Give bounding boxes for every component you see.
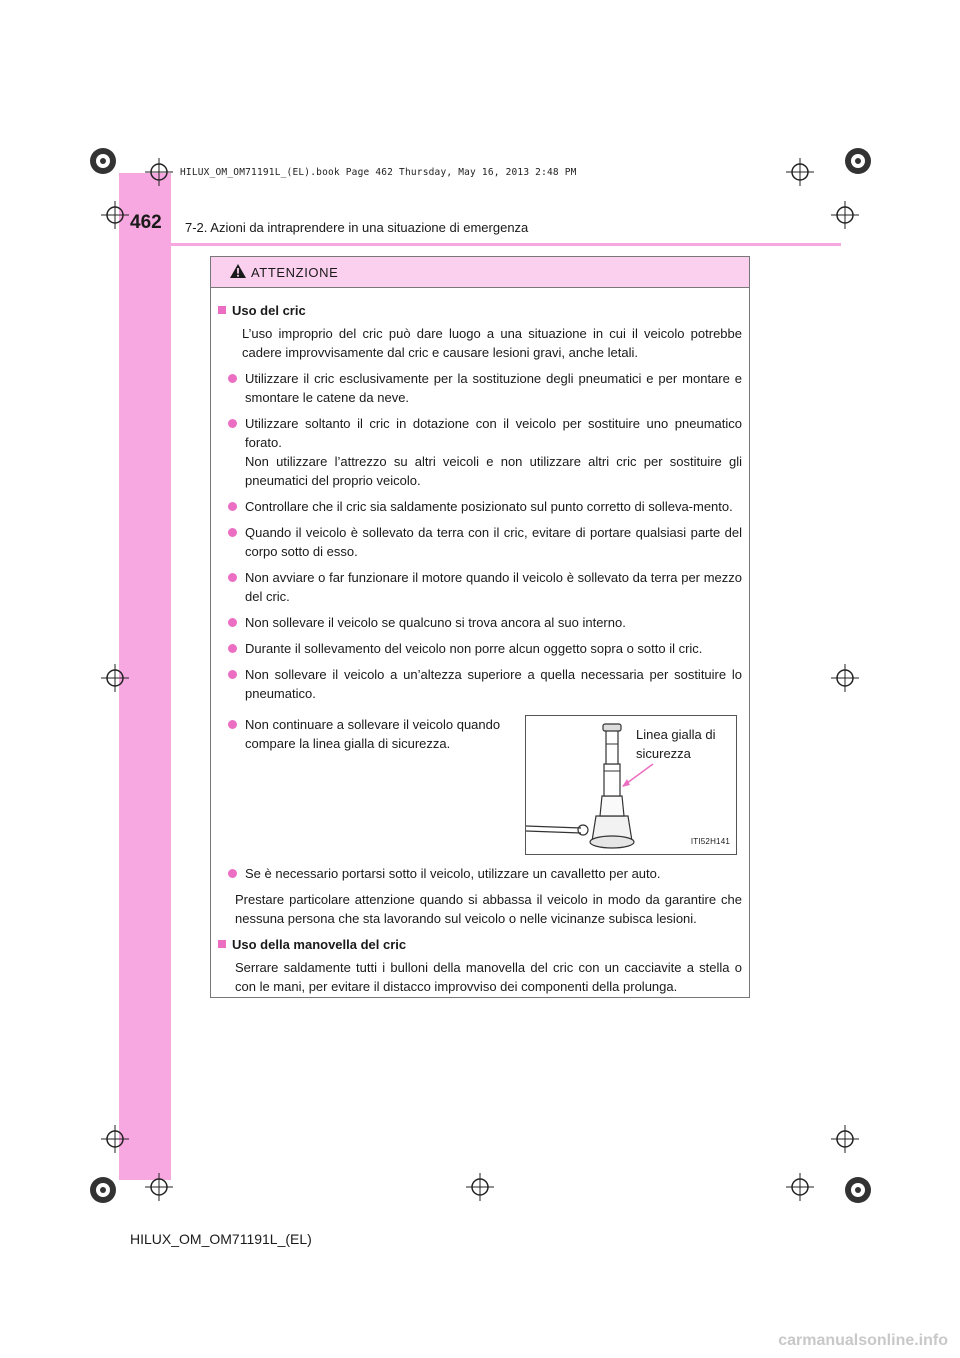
crosshair-icon [831, 201, 859, 229]
warning-header [211, 257, 749, 288]
bullet-dot-icon [228, 374, 237, 383]
crosshair-icon [786, 1173, 814, 1201]
bullet-dot-icon [228, 419, 237, 428]
registration-mark-icon [88, 146, 118, 176]
list-item: Non sollevare il veicolo a un’altezza superiore a quella necessaria per sostituire lo pneumatico. [218, 665, 742, 703]
bullet-dot-icon [228, 573, 237, 582]
registration-mark-icon [88, 1175, 118, 1205]
list-item: Utilizzare il cric esclusivamente per la sostituzione degli pneumatici e per montare e smontare le catene da neve. [218, 369, 742, 407]
figure-label: Linea gialla di sicurezza [636, 727, 716, 761]
subsection-heading: Uso del cric [218, 301, 742, 320]
page-number: 462 [130, 212, 162, 233]
warning-box [210, 256, 750, 998]
bullet-dot-icon [228, 670, 237, 679]
registration-mark-icon [843, 146, 873, 176]
crosshair-icon [831, 1125, 859, 1153]
list-item: Non avviare o far funzionare il motore quando il veicolo è sollevato da terra per mezzo del cric. [218, 568, 742, 606]
crosshair-icon [831, 664, 859, 692]
crosshair-icon [145, 1173, 173, 1201]
crosshair-icon [101, 664, 129, 692]
list-item: Durante il sollevamento del veicolo non porre alcun oggetto sopra o sotto il cric. [218, 639, 742, 658]
bullet-dot-icon [228, 528, 237, 537]
footer-code: HILUX_OM_OM71191L_(EL) [130, 1231, 312, 1247]
list-item: Non continuare a sollevare il veicolo quando compare la linea gialla di sicurezza. [218, 715, 518, 848]
closing-paragraph: Prestare particolare attenzione quando si abbassa il veicolo in modo da garantire che nessuna persona che sta lavorando sul veicolo o nelle vicinanze subisca lesioni. [235, 892, 742, 926]
crosshair-icon [101, 201, 129, 229]
warning-title: ATTENZIONE [251, 265, 339, 280]
jack-figure-row [218, 715, 742, 855]
jack-illustration [525, 715, 737, 855]
bullet-dot-icon [228, 502, 237, 511]
crosshair-icon [466, 1173, 494, 1201]
warning-body [211, 288, 749, 996]
bullet-dot-icon [228, 618, 237, 627]
list-item: Se è necessario portarsi sotto il veicolo, utilizzare un cavalletto per auto. [218, 864, 742, 883]
crosshair-icon [786, 158, 814, 186]
list-item: Utilizzare soltanto il cric in dotazione con il veicolo per sostituire uno pneumatico forato. Non utilizzare l’attrezzo su altri veicoli e non utilizzare altri cric per sostituire gli pneumatici del proprio veicolo. [218, 414, 742, 490]
list-item: Non sollevare il veicolo se qualcuno si trova ancora al suo interno. [218, 613, 742, 632]
crosshair-icon [145, 158, 173, 186]
bullet-dot-icon [228, 869, 237, 878]
square-bullet-icon [218, 306, 226, 314]
registration-mark-icon [843, 1175, 873, 1205]
square-bullet-icon [218, 940, 226, 948]
bullet-dot-icon [228, 644, 237, 653]
crank-paragraph: Serrare saldamente tutti i bulloni della manovella del cric con un cacciavite a stella o con le mani, per evitare il distacco improvviso dei componenti della prolunga. [235, 960, 742, 994]
list-item: Quando il veicolo è sollevato da terra con il cric, evitare di portare qualsiasi parte del corpo sotto di esso. [218, 523, 742, 561]
bullet-dot-icon [228, 720, 237, 729]
subsection-heading: Uso della manovella del cric [218, 935, 742, 954]
intro-paragraph: L’uso improprio del cric può dare luogo a una situazione in cui il veicolo potrebbe cadere improvvisamente dal cric e causare lesioni gravi, anche letali. [242, 326, 742, 360]
file-stamp: HILUX_OM_OM71191L_(EL).book Page 462 Thursday, May 16, 2013 2:48 PM [180, 167, 577, 178]
section-title: 7-2. Azioni da intraprendere in una situazione di emergenza [185, 220, 529, 235]
header-rule [119, 243, 841, 246]
crosshair-icon [101, 1125, 129, 1153]
warning-triangle-icon [229, 263, 247, 279]
figure-code: ITI52H141 [690, 837, 730, 846]
watermark: carmanualsonline.info [778, 1332, 948, 1349]
list-item: Controllare che il cric sia saldamente posizionato sul punto corretto di solleva-mento. [218, 497, 742, 516]
